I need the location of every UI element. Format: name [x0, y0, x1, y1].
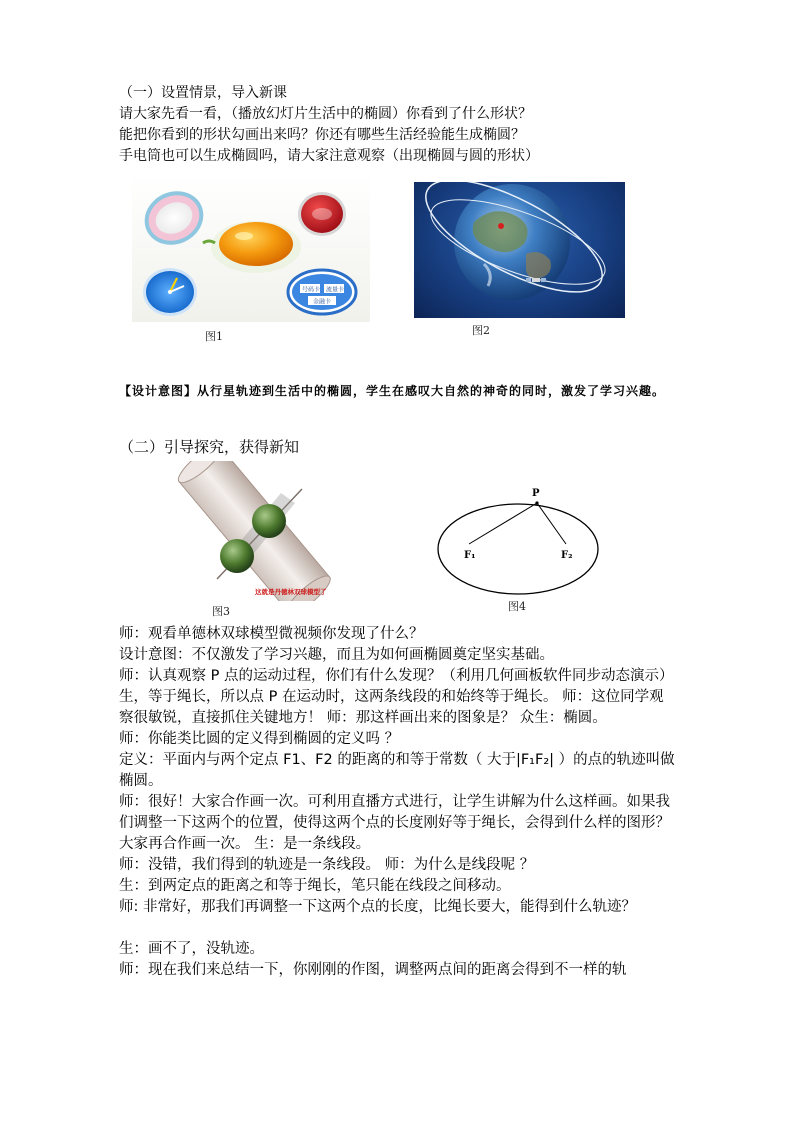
paragraph-6: 定义：平面内与两个定点 F1、F2 的距离的和等于常数（ 大于|F₁F₂| ）的点的轨迹叫做椭圆。 — [119, 752, 675, 789]
svg-text:流量卡: 流量卡 — [326, 286, 345, 294]
section2-heading: （二）引导探究，获得新知 — [119, 438, 300, 456]
lower-sphere-icon — [220, 539, 254, 573]
decorated-plate-icon — [136, 182, 212, 254]
label-p: P — [532, 488, 540, 499]
sim-card-icon — [288, 270, 356, 314]
figure-3-illustration — [177, 461, 336, 601]
satellite-icon — [526, 278, 546, 282]
svg-text:号码卡: 号码卡 — [302, 286, 321, 294]
section1-line-2: 能把你看到的形状勾画出来吗？你还有哪些生活经验能生成椭圆？ — [119, 127, 525, 143]
paragraph-8: 师：没错，我们得到的轨迹是一条线段。 师：为什么是线段呢 ？ — [119, 857, 535, 873]
figure-4-illustration — [433, 484, 603, 600]
blank-line — [119, 918, 677, 939]
design-intent-note: 【设计意图】从行星轨迹到生活中的椭圆，学生在感叹大自然的神奇的同时，激发了学习兴趣。 — [119, 384, 666, 398]
paragraph-1: 师：观看单德林双球模型微视频你发现了什么？ — [119, 626, 424, 642]
figure-3-caption: 图3 — [212, 605, 230, 618]
section1-heading: （一）设置情景，导入新课 — [119, 85, 287, 101]
paragraph-3: 师：认真观察 P 点的运动过程，你们有什么发现？（利用几何画板软件同步动态演示） — [119, 668, 674, 684]
paragraph-9: 生：到两定点的距离之和等于绳长，笔只能在线段之间移动。 — [119, 878, 511, 894]
figure-4-caption: 图4 — [508, 600, 526, 613]
figure-2-planetary-orbit — [414, 182, 625, 318]
label-f2: F₂ — [561, 550, 573, 561]
figure-2-caption: 图2 — [472, 324, 490, 337]
paragraph-11: 生：画不了，没轨迹。 — [119, 941, 264, 957]
paragraph-4: 生，等于绳长，所以点 P 在运动时，这两条线段的和始终等于绳长。 师：这位同学观察很敏锐，直接抓住关键地方！ 师：那这样画出来的图象是？ 众生：椭圆。 — [119, 689, 664, 726]
upper-sphere-icon — [252, 504, 286, 538]
paragraph-2: 设计意图：不仅激发了学习兴趣，而且为如何画椭圆奠定坚实基础。 — [119, 647, 554, 663]
section1-line-3: 手电筒也可以生成椭圆吗，请大家注意观察（出现椭圆与圆的形状） — [119, 148, 539, 164]
figure-2-illustration — [414, 182, 625, 318]
section1-line-1: 请大家先看一看，（播放幻灯片生活中的椭圆）你看到了什么形状？ — [119, 106, 532, 122]
segment-pf2 — [537, 503, 566, 544]
figure-3-dandelin-spheres — [177, 461, 336, 601]
point-p — [535, 501, 538, 504]
wall-clock-icon — [143, 268, 197, 316]
orange-icon — [203, 221, 301, 273]
figure-1-everyday-ellipses — [132, 174, 370, 322]
paragraph-5: 师：你能类比圆的定义得到椭圆的定义吗 ？ — [119, 731, 400, 747]
ellipse-curve — [438, 504, 598, 594]
svg-text:金融卡: 金融卡 — [313, 298, 332, 306]
paragraph-10: 师: 非常好，那我们再调整一下这两个点的长度，比绳长要大，能得到什么轨迹？ — [119, 899, 636, 915]
figure-3-banner: 这就是丹德林双球模型了 — [255, 588, 327, 596]
figure-4-ellipse-foci — [433, 484, 603, 600]
figure-1-illustration — [132, 174, 370, 322]
paragraph-7: 师：很好！大家合作画一次。可利用直播方式进行，让学生讲解为什么这样画。如果我们调整一下这两个的位置，使得这两个点的长度刚好等于绳长，会得到什么样的图形？大家再合作画一次。 生：是一条线段。 — [119, 794, 670, 852]
paragraph-12: 师：现在我们来总结一下，你刚刚的作图，调整两点间的距离会得到不一样的轨 — [119, 962, 627, 978]
section2-body — [119, 624, 677, 981]
red-can-icon — [298, 192, 346, 236]
figure-1-caption: 图1 — [205, 330, 223, 343]
label-f1: F₁ — [464, 550, 476, 561]
